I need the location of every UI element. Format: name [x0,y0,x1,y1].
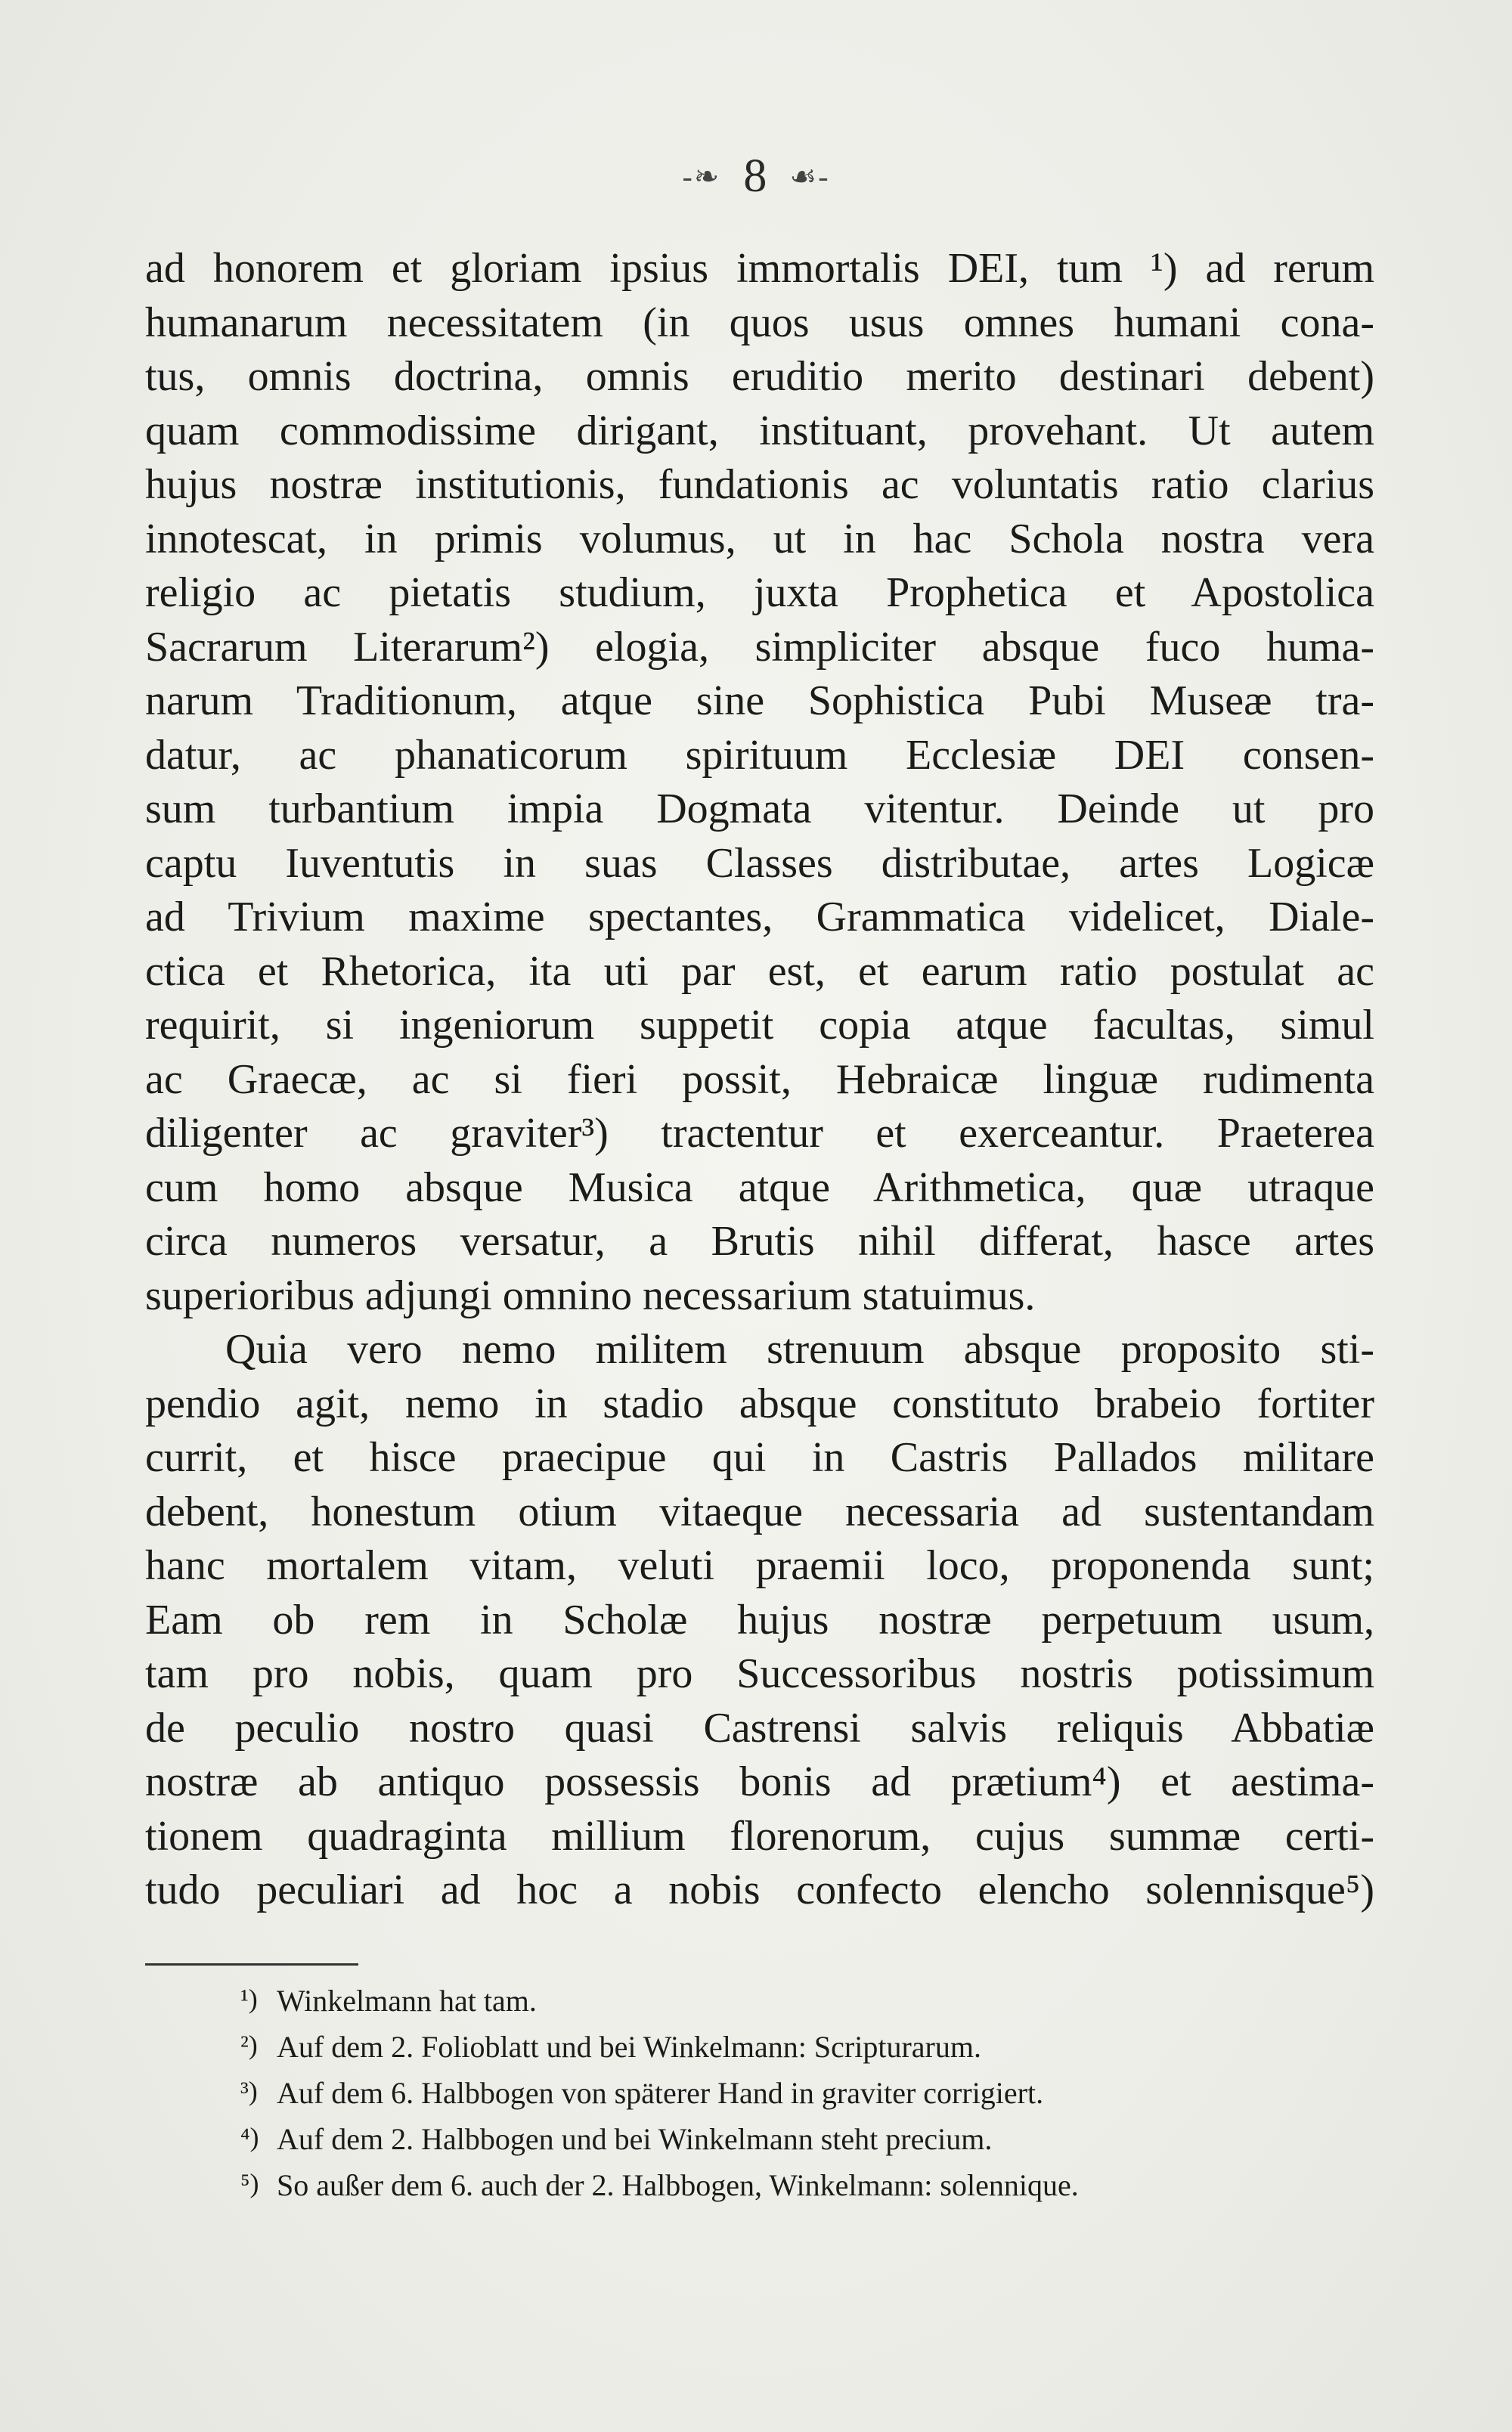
footnote-text: So außer dem 6. auch der 2. Halbbogen, Winkelmann: solennique. [277,2168,1079,2202]
footnote-mark: ⁵) [240,2168,259,2198]
text-line: hanc mortalem vitam, veluti praemii loco, proponenda sunt; [145,1542,1374,1589]
footnote-text: Winkelmann hat tam. [277,1984,537,2018]
text-line: ad honorem et gloriam ipsius immortalis DEI, tum ¹) ad rerum [145,245,1374,292]
footnote-mark: ⁴) [240,2122,259,2152]
text-line: diligenter ac graviter³) tractentur et exerceantur. Praeterea [145,1110,1374,1157]
text-line: de peculio nostro quasi Castrensi salvis reliquis Abbatiæ [145,1704,1374,1752]
text-line: quam commodissime dirigant, instituant, provehant. Ut autem [145,407,1374,454]
text-line: sum turbantium impia Dogmata vitentur. Deinde ut pro [145,785,1374,832]
text-line: innotescat, in primis volumus, ut in hac Schola nostra vera [145,515,1374,562]
footnote-text: Auf dem 6. Halbbogen von späterer Hand in graviter corrigiert. [277,2076,1044,2110]
text-line: tionem quadraginta millium florenorum, cujus summæ certi- [145,1812,1374,1860]
footnote [240,2068,1374,2114]
text-line: humanarum necessitatem (in quos usus omnes humani cona- [145,299,1374,346]
text-line: hujus nostræ institutionis, fundationis ac voluntatis ratio clarius [145,461,1374,508]
footnote-text: Auf dem 2. Halbbogen und bei Winkelmann steht precium. [277,2122,993,2156]
text-line: captu Iuventutis in suas Classes distributae, artes Logicæ [145,839,1374,887]
text-line: superioribus adjungi omnino necessarium statuimus. [145,1272,1036,1319]
text-line: religio ac pietatis studium, juxta Prophetica et Apostolica [145,569,1374,616]
footnotes [240,1976,1374,2207]
footnote [240,2161,1374,2207]
text-line: tam pro nobis, quam pro Successoribus nostris potissimum [145,1650,1374,1697]
footnote-rule [145,1963,358,1966]
text-line: pendio agit, nemo in stadio absque constituto brabeio fortiter [145,1380,1374,1427]
text-line: nostræ ab antiquo possessis bonis ad prætium⁴) et aestima- [145,1758,1374,1805]
text-line: requirit, si ingeniorum suppetit copia atque facultas, simul [145,1002,1374,1049]
main-text [145,242,1374,1918]
footnote-mark: ¹) [240,1984,258,2014]
text-line: currit, et hisce praecipue qui in Castris Pallados militare [145,1434,1374,1481]
text-line: circa numeros versatur, a Brutis nihil differat, hasce artes [145,1218,1374,1265]
footnote-mark: ²) [240,2030,258,2060]
footnote [240,1976,1374,2022]
text-line: ctica et Rhetorica, ita uti par est, et earum ratio postulat ac [145,947,1374,995]
text-line: Eam ob rem in Scholæ hujus nostræ perpetuum usum, [145,1596,1374,1644]
text-line: ad Trivium maxime spectantes, Grammatica videlicet, Diale- [145,894,1374,940]
text-line: Sacrarum Literarum²) elogia, simpliciter absque fuco huma- [145,623,1374,671]
text-line: tus, omnis doctrina, omnis eruditio merito destinari debent) [145,353,1374,400]
right-ornament-icon: ☙- [789,160,830,194]
footnote-mark: ³) [240,2076,258,2106]
text-line: tudo peculiari ad hoc a nobis confecto elencho solennisque⁵) [145,1867,1374,1913]
footnote [240,2114,1374,2161]
footnote [240,2022,1374,2068]
text-line: ac Graecæ, ac si fieri possit, Hebraicæ linguæ rudimenta [145,1055,1374,1103]
page-number: 8 [743,150,767,202]
page-header [0,150,1512,203]
text-line: datur, ac phanaticorum spirituum Ecclesiæ DEI consen- [145,731,1374,779]
text-line: narum Traditionum, atque sine Sophistica Pubi Museæ tra- [145,677,1374,724]
footnote-text: Auf dem 2. Folioblatt und bei Winkelmann: Scripturarum. [277,2030,981,2064]
paragraph-start-line: Quia vero nemo militem strenuum absque proposito sti- [225,1326,1374,1373]
left-ornament-icon: -❧ [682,160,721,194]
text-line: cum homo absque Musica atque Arithmetica, quæ utraque [145,1163,1374,1211]
text-line: debent, honestum otium vitaeque necessaria ad sustentandam [145,1488,1374,1535]
